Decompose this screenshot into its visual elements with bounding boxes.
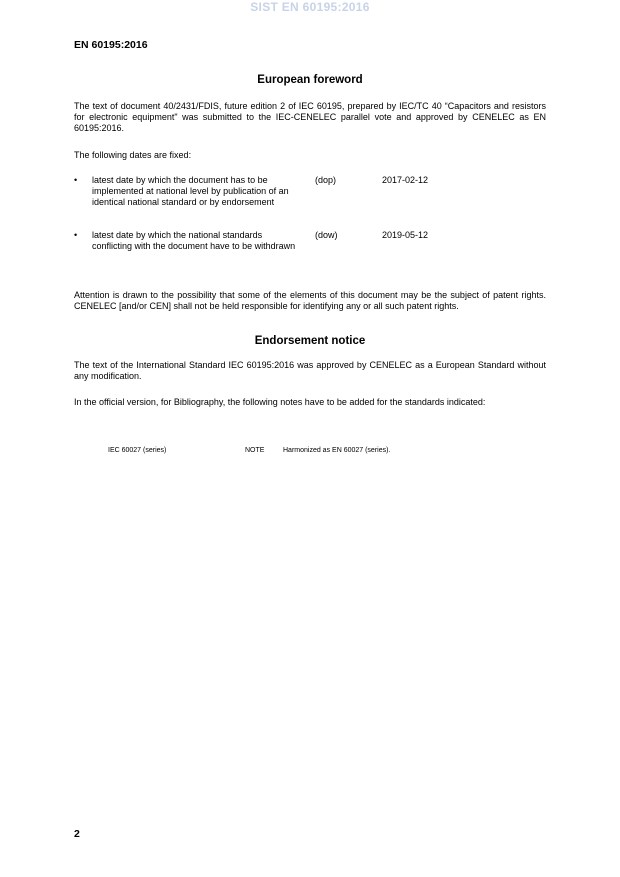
foreword-title: European foreword: [257, 74, 363, 86]
note-standard: IEC 60027 (series): [108, 447, 167, 454]
bibliography-intro: In the official version, for Bibliography, the following notes have to be added for the standards indicated:: [74, 397, 486, 407]
date-code: (dop): [315, 175, 337, 185]
date-value: 2019-05-12: [382, 230, 429, 240]
date-value: 2017-02-12: [382, 175, 429, 185]
note-label: NOTE: [245, 447, 265, 454]
foreword-intro: The text of document 40/2431/FDIS, future edition 2 of IEC 60195, prepared by IEC/TC 40 “Capacitors and resistors for electronic equipment" was submitted to the IEC-CENELEC parallel vote and approved by CENELEC as EN 60195:2016.: [74, 101, 546, 134]
endorsement-text: The text of the International Standard IEC 60195:2016 was approved by CENELEC as a European Standard without any modification.: [74, 360, 546, 382]
page-number: 2: [74, 828, 80, 840]
watermark: SIST EN 60195:2016: [250, 0, 370, 14]
patent-notice: Attention is drawn to the possibility that some of the elements of this document may be the subject of patent rights. CENELEC [and/or CEN] shall not be held responsible for identifying any or all such patent rights.: [74, 290, 546, 312]
document-id: EN 60195:2016: [74, 39, 148, 51]
date-description: latest date by which the document has to be implemented at national level by publication of an identical national standard or by endorsement: [92, 175, 289, 208]
date-description: latest date by which the national standards conflicting with the document have to be withdrawn: [92, 230, 296, 252]
endorsement-title: Endorsement notice: [254, 335, 366, 347]
bullet: •: [74, 230, 78, 240]
note-text: Harmonized as EN 60027 (series).: [283, 447, 391, 454]
bullet: •: [74, 175, 78, 185]
dates-intro: The following dates are fixed:: [74, 150, 192, 160]
date-code: (dow): [315, 230, 338, 240]
